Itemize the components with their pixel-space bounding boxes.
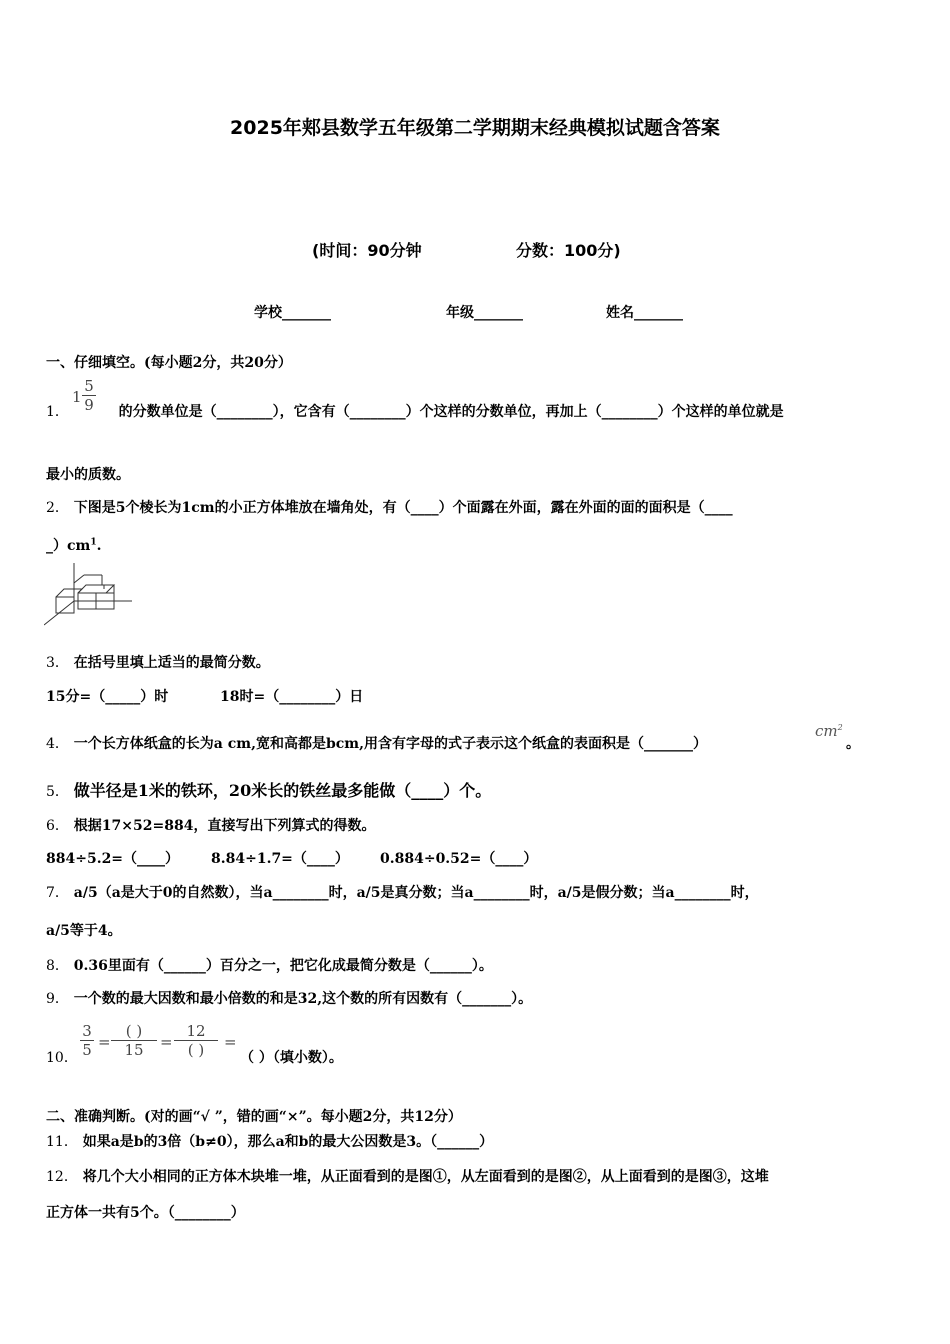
question-number: 2． — [46, 500, 69, 516]
question-number: 5． — [46, 784, 69, 800]
unit-superscript: 2 — [837, 723, 843, 732]
question-text: _）cm — [46, 538, 91, 554]
fraction-3 — [174, 1022, 218, 1059]
fraction-numerator: 5 — [84, 377, 94, 395]
question-3-item-a: 15分=（_____）时 — [46, 689, 169, 705]
question-7 — [46, 882, 759, 902]
question-6-item-c: 0.884÷0.52=（____） — [380, 851, 538, 867]
punctuation: 。 — [846, 736, 860, 752]
fraction-2 — [111, 1022, 157, 1059]
question-6-item-a: 884÷5.2=（____） — [46, 851, 180, 867]
question-1-cont: 最小的质数。 — [46, 467, 130, 483]
name-field: 姓名_______ — [606, 305, 683, 321]
question-text: 的分数单位是（________），它含有（________）个这样的分数单位，再加上（________）个这样的单位就是 — [118, 404, 784, 420]
question-9 — [46, 988, 532, 1008]
fraction-numerator: ( ) — [125, 1022, 143, 1040]
mixed-number-fraction — [82, 377, 96, 414]
question-number: 10． — [46, 1050, 78, 1066]
unit-superscript: 1 — [90, 537, 97, 548]
question-8 — [46, 955, 493, 975]
cube-stack-figure — [44, 563, 136, 627]
question-text: 将几个大小相同的正方体木块堆一堆，从正面看到的是图①，从左面看到的是图②，从上面看到的是图③，这堆 — [82, 1169, 769, 1185]
grade-field: 年级_______ — [446, 305, 523, 321]
school-field: 学校_______ — [254, 305, 331, 321]
question-number: 7． — [46, 885, 69, 901]
question-number: 3． — [46, 655, 69, 671]
fraction-bar: 9 — [82, 395, 96, 414]
fraction-denominator: 15 — [111, 1040, 157, 1059]
fraction-denominator: 5 — [80, 1040, 94, 1059]
question-6 — [46, 815, 375, 835]
fraction-numerator: 12 — [186, 1022, 206, 1040]
question-text: 在括号里填上适当的最简分数。 — [73, 655, 270, 671]
unit-label — [815, 722, 843, 740]
unit-text: cm — [815, 722, 838, 740]
question-12 — [46, 1166, 769, 1186]
fraction-denominator: ( ) — [174, 1040, 218, 1059]
page-title: 2025年郏县数学五年级第二学期期末经典模拟试题含答案 — [230, 117, 720, 139]
question-number: 8． — [46, 958, 69, 974]
question-7-cont: a/5等于4。 — [46, 923, 122, 939]
question-text: 下图是5个棱长为1cm的小正方体堆放在墙角处，有（____）个面露在外面，露在外面的面的面积是（____ — [73, 500, 733, 516]
equals-sign: = — [98, 1033, 111, 1051]
question-number: 11． — [46, 1134, 78, 1150]
punctuation: . — [96, 538, 102, 554]
question-3-item-b: 18时=（________）日 — [220, 689, 364, 705]
question-2 — [46, 497, 733, 517]
equals-sign: = — [224, 1033, 237, 1051]
question-text: 一个长方体纸盒的长为a cm,宽和高都是bcm,用含有字母的式子表示这个纸盒的表面积是（_______） — [73, 736, 707, 752]
question-4 — [46, 733, 707, 753]
question-text: 做半径是1米的铁环，20米长的铁丝最多能做（____）个。 — [73, 781, 492, 800]
question-5 — [46, 778, 491, 801]
section-1-heading: 一、仔细填空。(每小题2分，共20分） — [46, 355, 292, 371]
question-text: 根据17×52=884，直接写出下列算式的得数。 — [73, 818, 376, 834]
section-2-heading: 二、准确判断。(对的画“√ ”，错的画“×”。每小题2分，共12分） — [46, 1109, 462, 1125]
exam-score: 分数：100分) — [516, 241, 621, 260]
question-1 — [46, 401, 784, 421]
question-number: 6． — [46, 818, 69, 834]
question-number: 12． — [46, 1169, 78, 1185]
question-number: 1． — [46, 404, 69, 420]
mixed-number-whole: 1 — [72, 388, 82, 406]
question-10-text: （ ）（填小数）。 — [240, 1050, 343, 1066]
question-text: 0.36里面有（______）百分之一，把它化成最简分数是（______）。 — [73, 958, 493, 974]
question-text: 如果a是b的3倍（b≠0），那么a和b的最大公因数是3。（______） — [82, 1134, 494, 1150]
equals-sign: = — [160, 1033, 173, 1051]
question-number: 9． — [46, 991, 69, 1007]
question-10-number — [46, 1047, 78, 1067]
fraction-numerator: 3 — [82, 1022, 92, 1040]
exam-time: (时间：90分钟 — [312, 241, 422, 260]
question-number: 4． — [46, 736, 69, 752]
question-12-cont: 正方体一共有5个。（________） — [46, 1205, 245, 1221]
question-6-item-b: 8.84÷1.7=（____） — [211, 851, 349, 867]
question-3 — [46, 652, 270, 672]
fraction-1 — [80, 1022, 94, 1059]
question-2-cont — [46, 535, 101, 555]
question-text: a/5（a是大于0的自然数），当a________时，a/5是真分数；当a________时，a/5是假分数；当a________时， — [73, 885, 759, 901]
question-text: 一个数的最大因数和最小倍数的和是32,这个数的所有因数有（_______）。 — [73, 991, 533, 1007]
question-11 — [46, 1131, 493, 1151]
